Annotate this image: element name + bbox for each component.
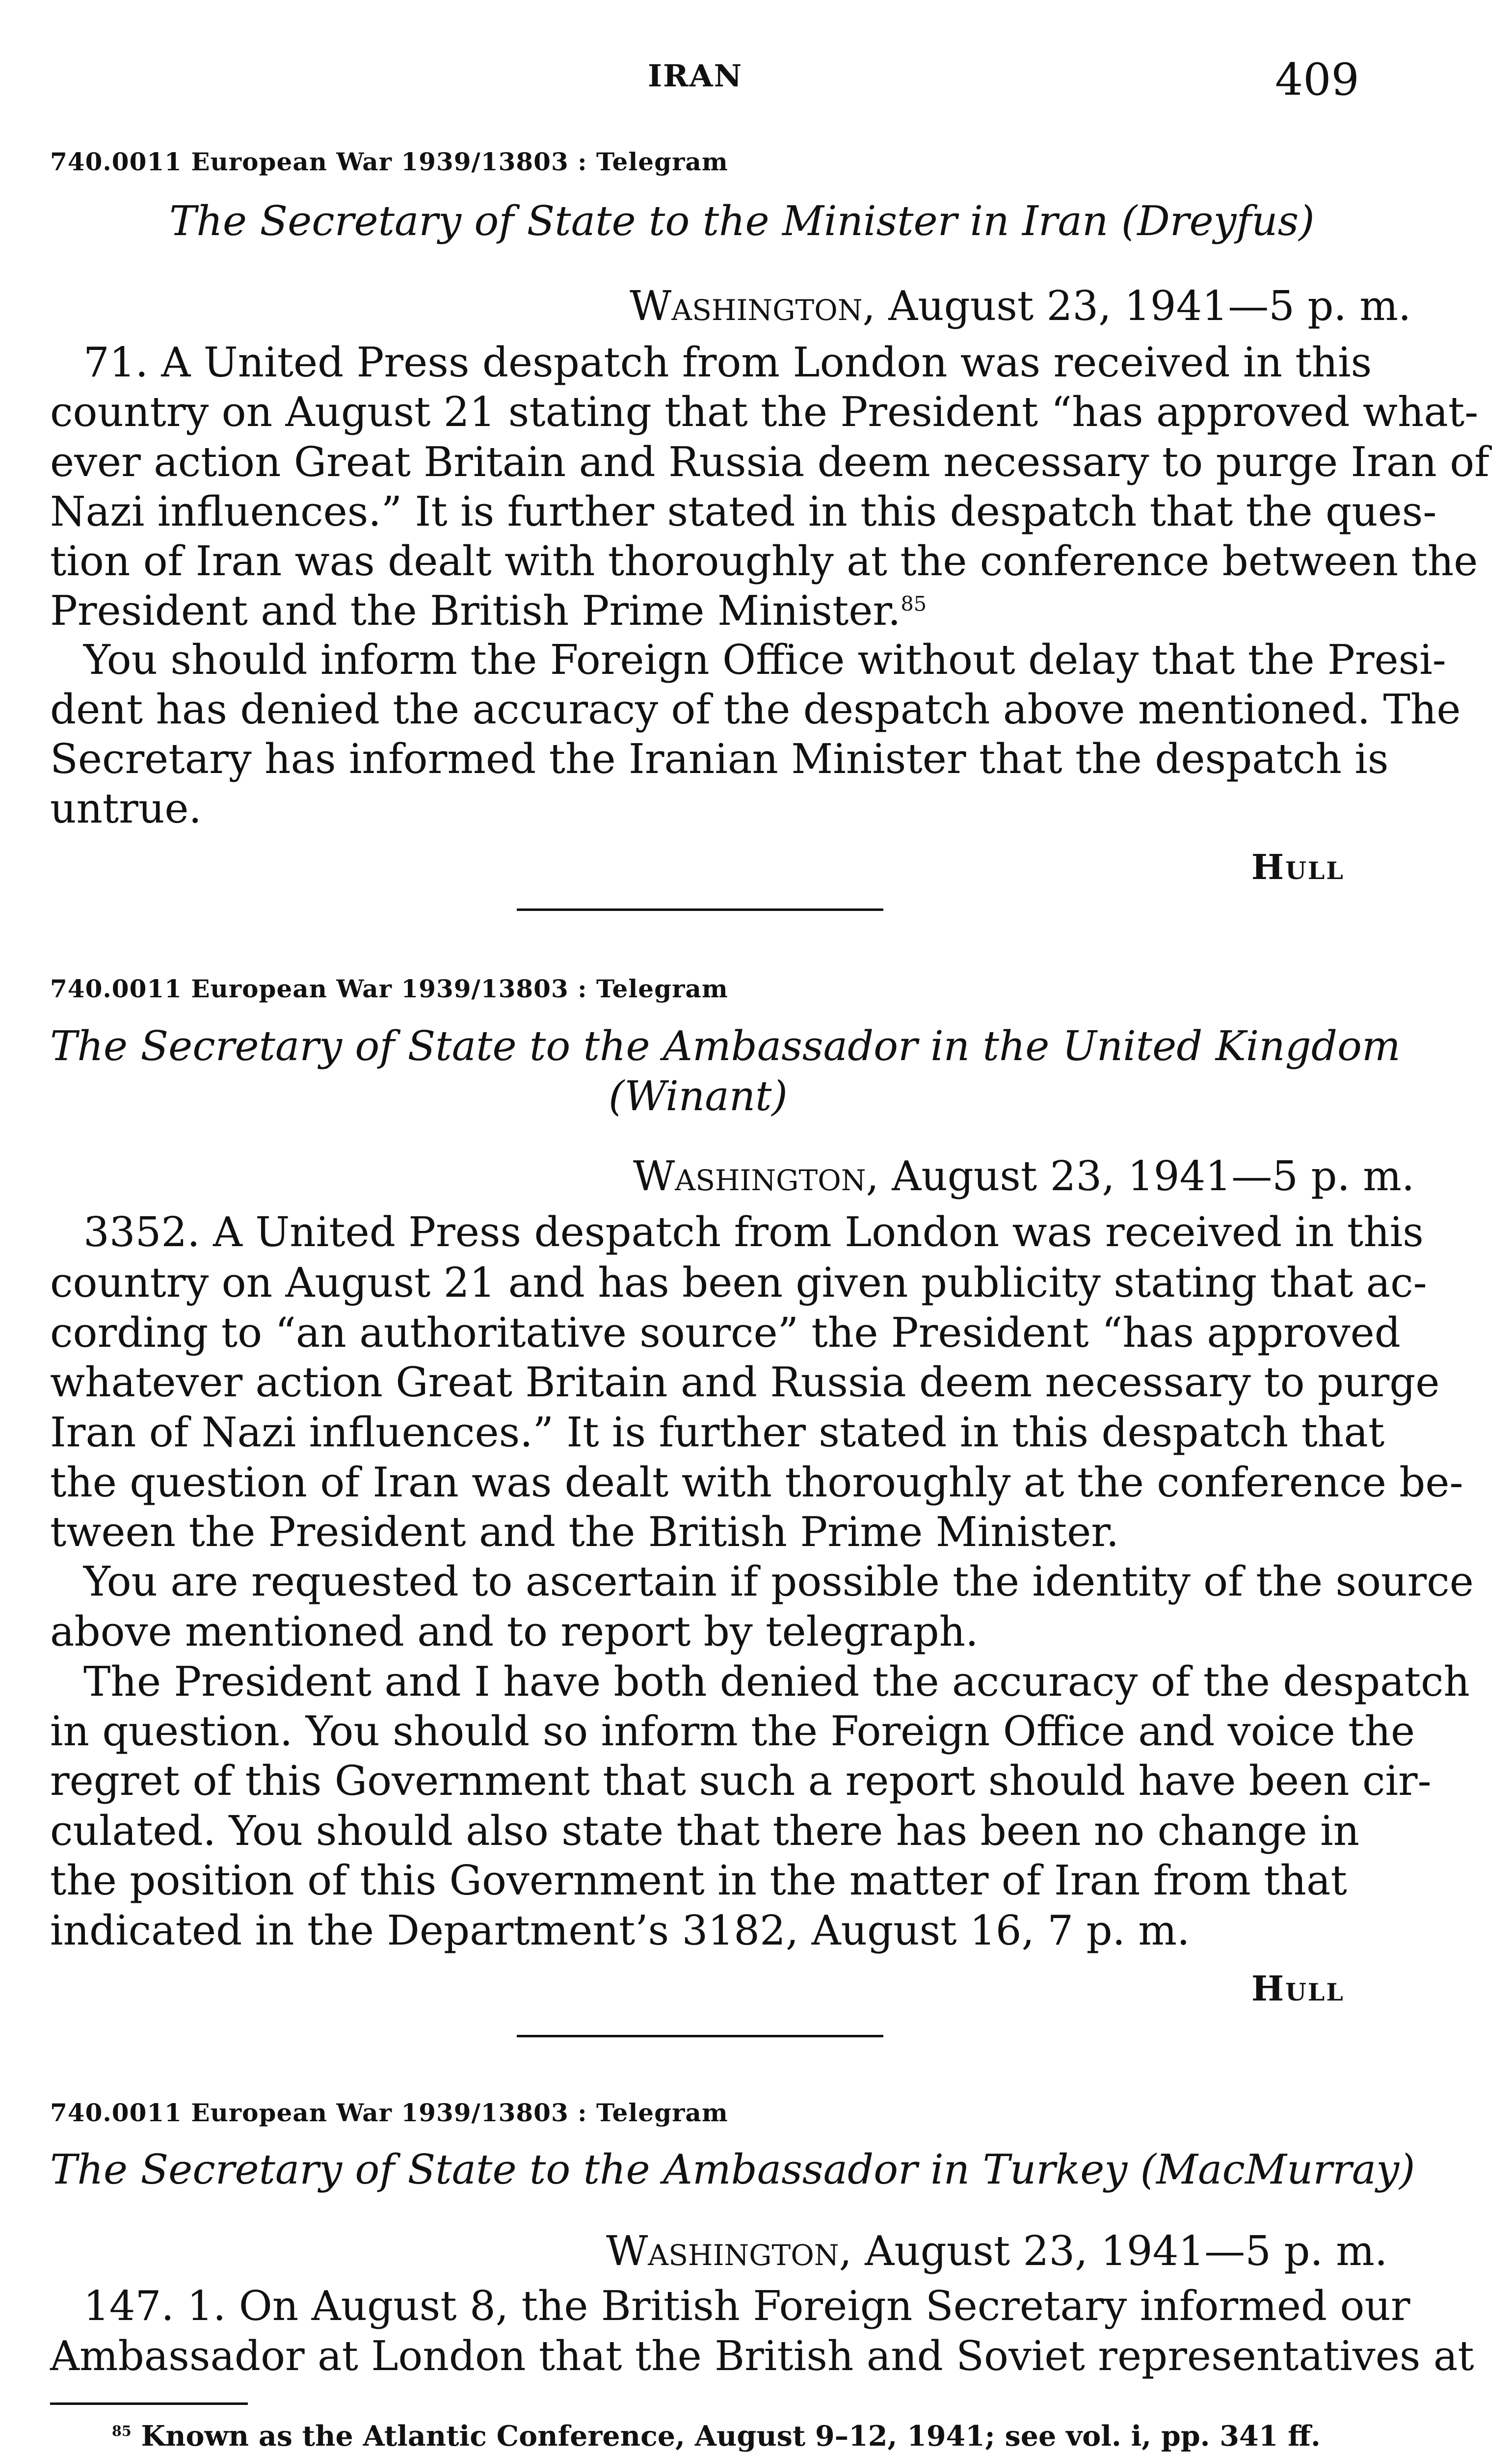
- file-reference: 740.0011 European War 1939/13803 : Telegram: [50, 974, 728, 1003]
- page-number: 409: [1275, 54, 1359, 106]
- body-line: above mentioned and to report by telegraph.: [50, 1608, 979, 1655]
- file-reference: 740.0011 European War 1939/13803 : Telegram: [50, 2098, 728, 2127]
- body-line: 147. 1. On August 8, the British Foreign Secretary informed our: [83, 2282, 1410, 2330]
- body-line: culated. You should also state that there has been no change in: [50, 1807, 1360, 1855]
- document-title: The Secretary of State to the Minister in Iran (Dreyfus): [169, 197, 1315, 245]
- date: August 23, 1941—5 p. m.: [865, 2227, 1388, 2275]
- document-title-continued: (Winant): [609, 1072, 788, 1120]
- body-line: untrue.: [50, 785, 202, 832]
- footnote-divider: [50, 2402, 248, 2405]
- body-line: [50, 587, 1365, 635]
- date: August 23, 1941—5 p. m.: [888, 282, 1411, 330]
- body-line-text: President and the British Prime Minister.: [50, 587, 901, 635]
- section-divider: [517, 2035, 883, 2037]
- document-title: The Secretary of State to the Ambassador in Turkey (MacMurray): [50, 2146, 1415, 2193]
- body-line: 71. A United Press despatch from London was received in this: [83, 339, 1372, 386]
- body-line: tion of Iran was dealt with thoroughly at the conference between the: [50, 537, 1478, 585]
- body-line: Nazi influences.” It is further stated in this despatch that the ques-: [50, 488, 1437, 535]
- body-line: dent has denied the accuracy of the despatch above mentioned. The: [50, 686, 1461, 733]
- document-title: The Secretary of State to the Ambassador in the United Kingdom: [50, 1022, 1401, 1070]
- signature: Hull: [1251, 847, 1345, 887]
- body-line: in question. You should so inform the Foreign Office and voice the: [50, 1707, 1415, 1755]
- body-line: the question of Iran was dealt with thoroughly at the conference be-: [50, 1459, 1463, 1506]
- place: Washington,: [633, 1152, 879, 1200]
- body-line: tween the President and the British Prime Minister.: [50, 1508, 1119, 1556]
- running-header: IRAN: [648, 58, 743, 94]
- body-line: You should inform the Foreign Office without delay that the Presi-: [83, 636, 1446, 684]
- place-date-line: [633, 1152, 1414, 1200]
- place: Washington,: [606, 2227, 852, 2275]
- body-line: whatever action Great Britain and Russia deem necessary to purge: [50, 1359, 1440, 1406]
- section-divider: [517, 908, 883, 911]
- body-line: The President and I have both denied the accuracy of the despatch: [83, 1658, 1470, 1706]
- signature: Hull: [1251, 1968, 1345, 2009]
- body-line: You are requested to ascertain if possible the identity of the source: [83, 1558, 1474, 1605]
- file-reference: 740.0011 European War 1939/13803 : Telegram: [50, 147, 728, 176]
- body-line: Secretary has informed the Iranian Minister that the despatch is: [50, 735, 1389, 783]
- body-line: the position of this Government in the matter of Iran from that: [50, 1857, 1347, 1904]
- place: Washington,: [630, 282, 875, 330]
- body-line: Ambassador at London that the British and Soviet representatives at: [50, 2332, 1474, 2380]
- date: August 23, 1941—5 p. m.: [892, 1152, 1415, 1200]
- body-line: country on August 21 and has been given publicity stating that ac-: [50, 1259, 1427, 1307]
- body-line: country on August 21 stating that the President “has approved what-: [50, 388, 1479, 436]
- place-date-line: [606, 2227, 1387, 2275]
- footnote-marker: 85: [901, 591, 927, 616]
- footnote-text: Known as the Atlantic Conference, August 9–12, 1941; see vol. i, pp. 341 ff.: [141, 2420, 1321, 2453]
- body-line: 3352. A United Press despatch from London was received in this: [83, 1208, 1424, 1256]
- body-line: Iran of Nazi influences.” It is further stated in this despatch that: [50, 1409, 1385, 1456]
- body-line: ever action Great Britain and Russia deem necessary to purge Iran of: [50, 438, 1489, 486]
- footnote-marker: 85: [112, 2423, 132, 2439]
- body-line: cording to “an authoritative source” the President “has approved: [50, 1309, 1401, 1357]
- footnote: [112, 2420, 1321, 2453]
- body-line: regret of this Government that such a report should have been cir-: [50, 1757, 1432, 1805]
- place-date-line: [630, 282, 1411, 330]
- body-line: indicated in the Department’s 3182, August 16, 7 p. m.: [50, 1907, 1190, 1954]
